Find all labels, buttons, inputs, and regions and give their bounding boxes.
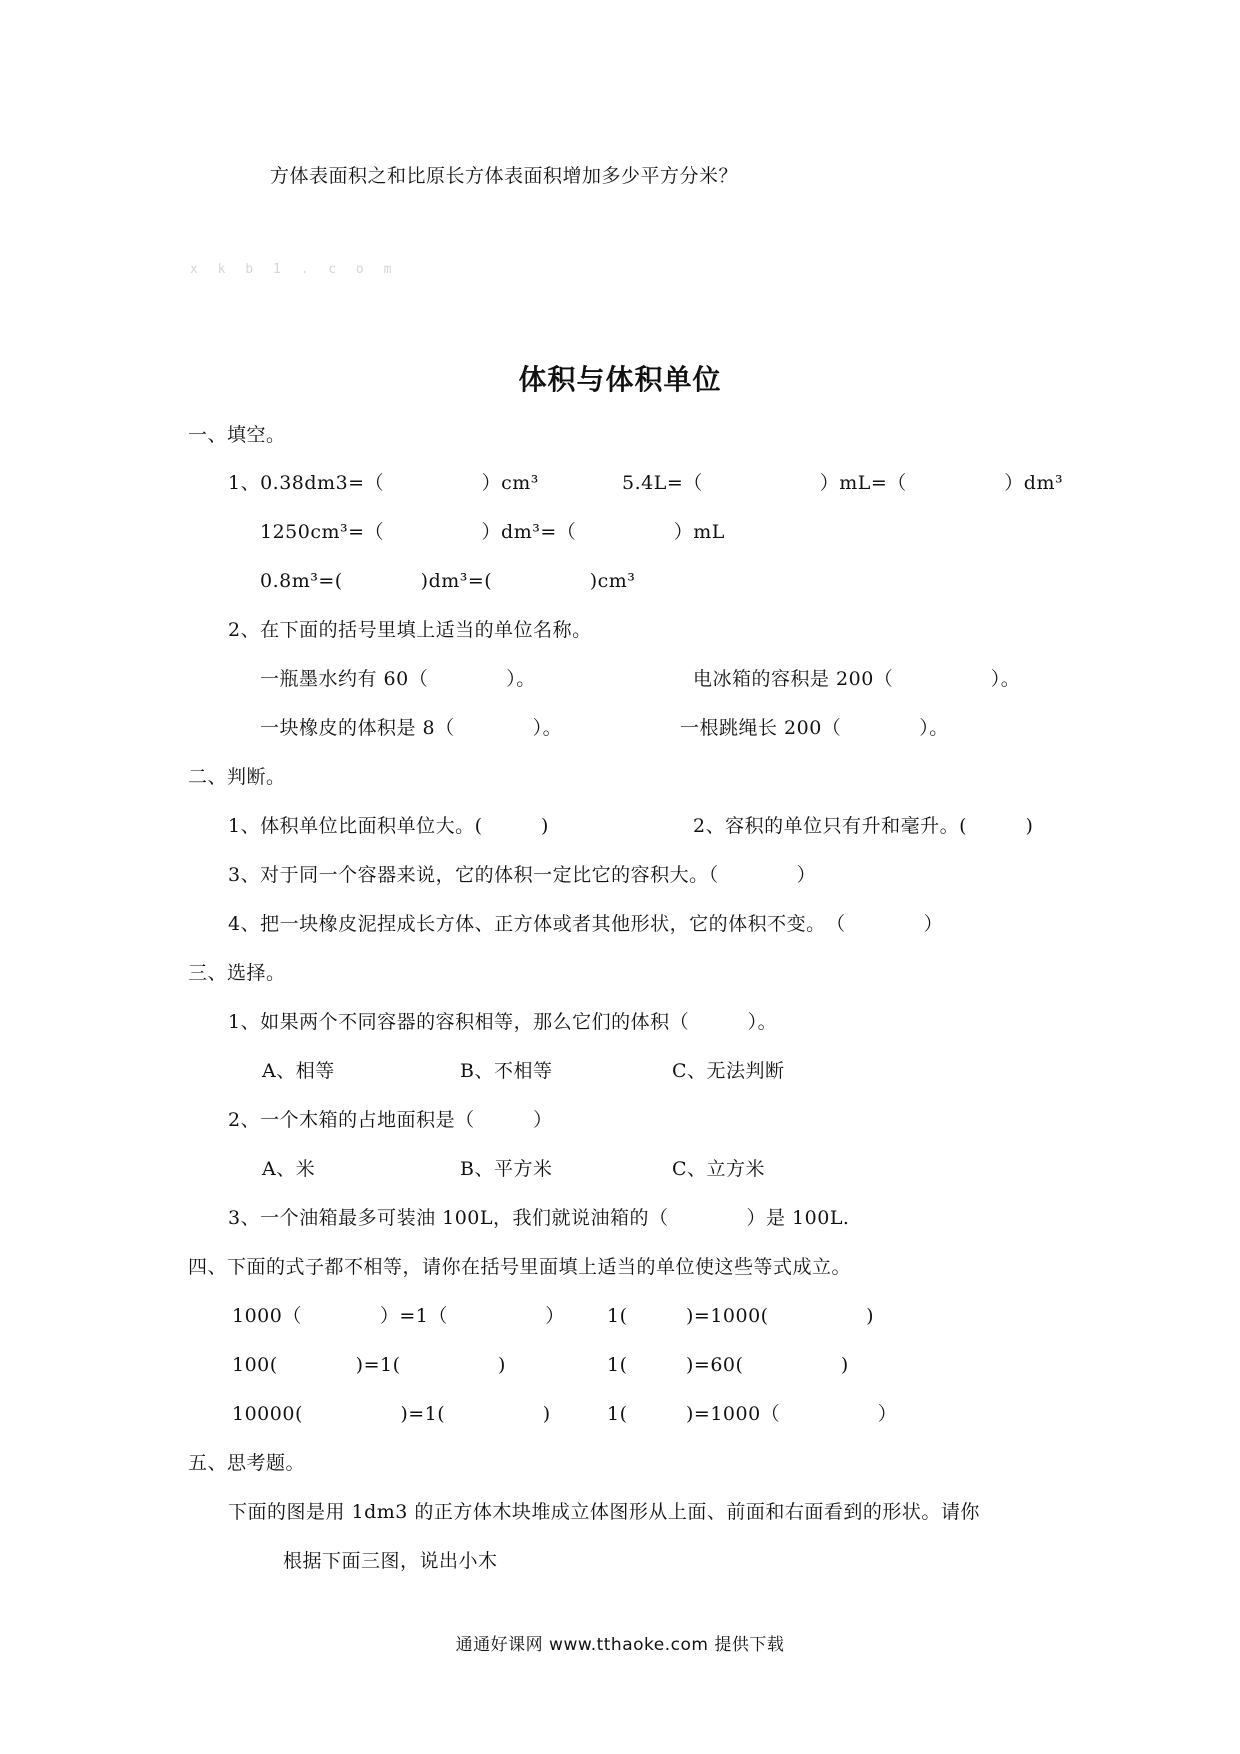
s5-paragraph-line-1: 下面的图是用 1dm3 的正方体木块堆成立体图形从上面、前面和右面看到的形状。请你 <box>228 1501 980 1523</box>
s1-q2-item-2: 电冰箱的容积是 200（ ）。 <box>693 668 1021 690</box>
page-footer: 通通好课网 www.tthaoke.com 提供下载 <box>455 1635 785 1655</box>
s3-q2-option-a: A、米 <box>262 1158 316 1180</box>
section-1-heading: 一、填空。 <box>188 424 286 446</box>
s3-q1-option-c: C、无法判断 <box>672 1060 785 1082</box>
s4-row-3-left: 10000( )=1( ) <box>232 1403 551 1425</box>
s3-q3: 3、一个油箱最多可装油 100L，我们就说油箱的（ ）是 100L. <box>228 1207 850 1229</box>
s2-q3: 3、对于同一个容器来说，它的体积一定比它的容积大。（ ） <box>228 864 817 886</box>
page-title: 体积与体积单位 <box>518 363 722 396</box>
s1-q2-item-1: 一瓶墨水约有 60（ ）。 <box>260 668 536 690</box>
s1-q1-part-b: 5.4L=（ ）mL=（ ）dm³ <box>622 472 1064 494</box>
s1-q1-part-d: 0.8m³=( )dm³=( )cm³ <box>260 570 636 592</box>
section-3-heading: 三、选择。 <box>188 962 286 984</box>
continuation-text: 方体表面积之和比原长方体表面积增加多少平方分米？ <box>270 165 739 187</box>
s3-q2: 2、一个木箱的占地面积是（ ） <box>228 1109 553 1131</box>
section-4-heading: 四、下面的式子都不相等，请你在括号里面填上适当的单位使这些等式成立。 <box>188 1256 852 1278</box>
s4-row-1-left: 1000（ ）=1（ ） <box>232 1305 565 1327</box>
s2-q4: 4、把一块橡皮泥捏成长方体、正方体或者其他形状，它的体积不变。 （ ） <box>228 913 944 935</box>
s3-q1-option-b: B、不相等 <box>460 1060 553 1082</box>
s4-row-2-left: 100( )=1( ) <box>232 1354 506 1376</box>
s5-paragraph-line-2: 根据下面三图，说出小木 <box>283 1550 498 1572</box>
s1-q2-prompt: 2、在下面的括号里填上适当的单位名称。 <box>228 619 592 641</box>
section-5-heading: 五、思考题。 <box>188 1452 306 1474</box>
s2-q2: 2、容积的单位只有升和毫升。( ) <box>693 815 1034 837</box>
s3-q1-option-a: A、相等 <box>262 1060 335 1082</box>
s2-q1: 1、体积单位比面积单位大。( ) <box>228 815 549 837</box>
s4-row-2-right: 1( )=60( ) <box>607 1354 849 1376</box>
s3-q1: 1、如果两个不同容器的容积相等，那么它们的体积（ ）。 <box>228 1011 778 1033</box>
s1-q1-part-c: 1250cm³=（ ）dm³=（ ）mL <box>260 521 725 543</box>
s1-q2-item-3: 一块橡皮的体积是 8（ ）。 <box>260 717 563 739</box>
s3-q2-option-c: C、立方米 <box>672 1158 766 1180</box>
s4-row-1-right: 1( )=1000( ) <box>607 1305 875 1327</box>
s1-q1-part-a: 1、0.38dm3=（ ）cm³ <box>228 472 539 494</box>
watermark: x k b 1 . c o m <box>190 262 398 277</box>
s1-q2-item-4: 一根跳绳长 200（ ）。 <box>680 717 949 739</box>
s4-row-3-right: 1( )=1000（ ） <box>607 1403 898 1425</box>
s3-q2-option-b: B、平方米 <box>460 1158 553 1180</box>
section-2-heading: 二、判断。 <box>188 766 286 788</box>
